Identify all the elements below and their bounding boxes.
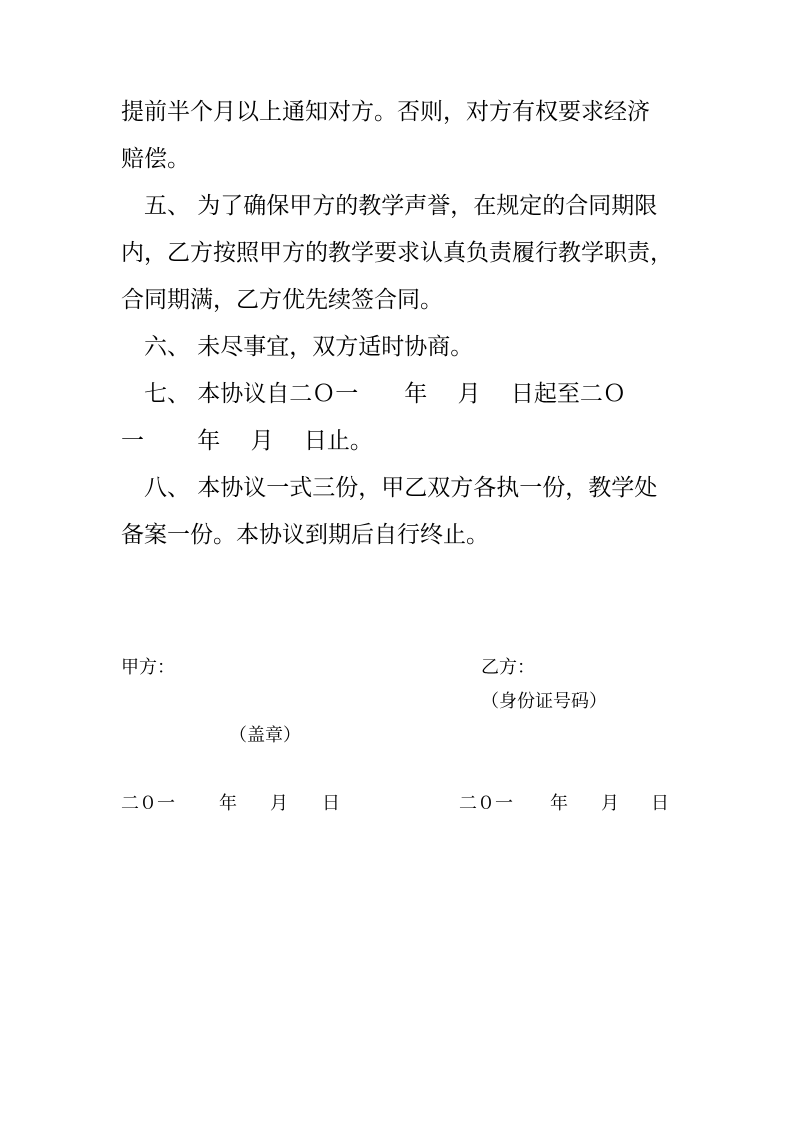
seal-note: （盖章） (229, 725, 301, 746)
date-year: 年 (219, 793, 237, 814)
date-prefix: 二０一 (459, 793, 513, 814)
date-day: 日 (322, 793, 340, 814)
party-a-label: 甲方： (121, 657, 175, 678)
clause-7-line: 七、 本协议自二Ｏ一 年 月 日起至二Ｏ (121, 381, 626, 407)
date-month: 月 (601, 793, 619, 814)
date-year: 年 (550, 793, 568, 814)
clause-8-line: 八、 本协议一式三份，甲乙双方各执一份，教学处 (121, 475, 658, 501)
clause-text-line: 赔偿。 (121, 146, 190, 172)
clause-6-line: 六、 未尽事宜，双方适时协商。 (121, 334, 474, 360)
clause-5-heading-line: 五、 为了确保甲方的教学声誉，在规定的合同期限 (121, 193, 658, 219)
date-prefix: 二０一 (121, 793, 175, 814)
clause-text-line: 合同期满，乙方优先续签合同。 (121, 287, 443, 313)
clause-text-line: 提前半个月以上通知对方。否则，对方有权要求经济 (121, 99, 650, 125)
party-b-label: 乙方： (481, 657, 535, 678)
date-month: 月 (270, 793, 288, 814)
date-day: 日 (651, 793, 669, 814)
clause-text-line: 一 年 月 日止。 (121, 428, 373, 454)
clause-text-line: 备案一份。本协议到期后自行终止。 (121, 522, 489, 548)
id-number-note: （身份证号码） (481, 691, 607, 712)
clause-text-line: 内，乙方按照甲方的教学要求认真负责履行教学职责， (121, 240, 673, 266)
